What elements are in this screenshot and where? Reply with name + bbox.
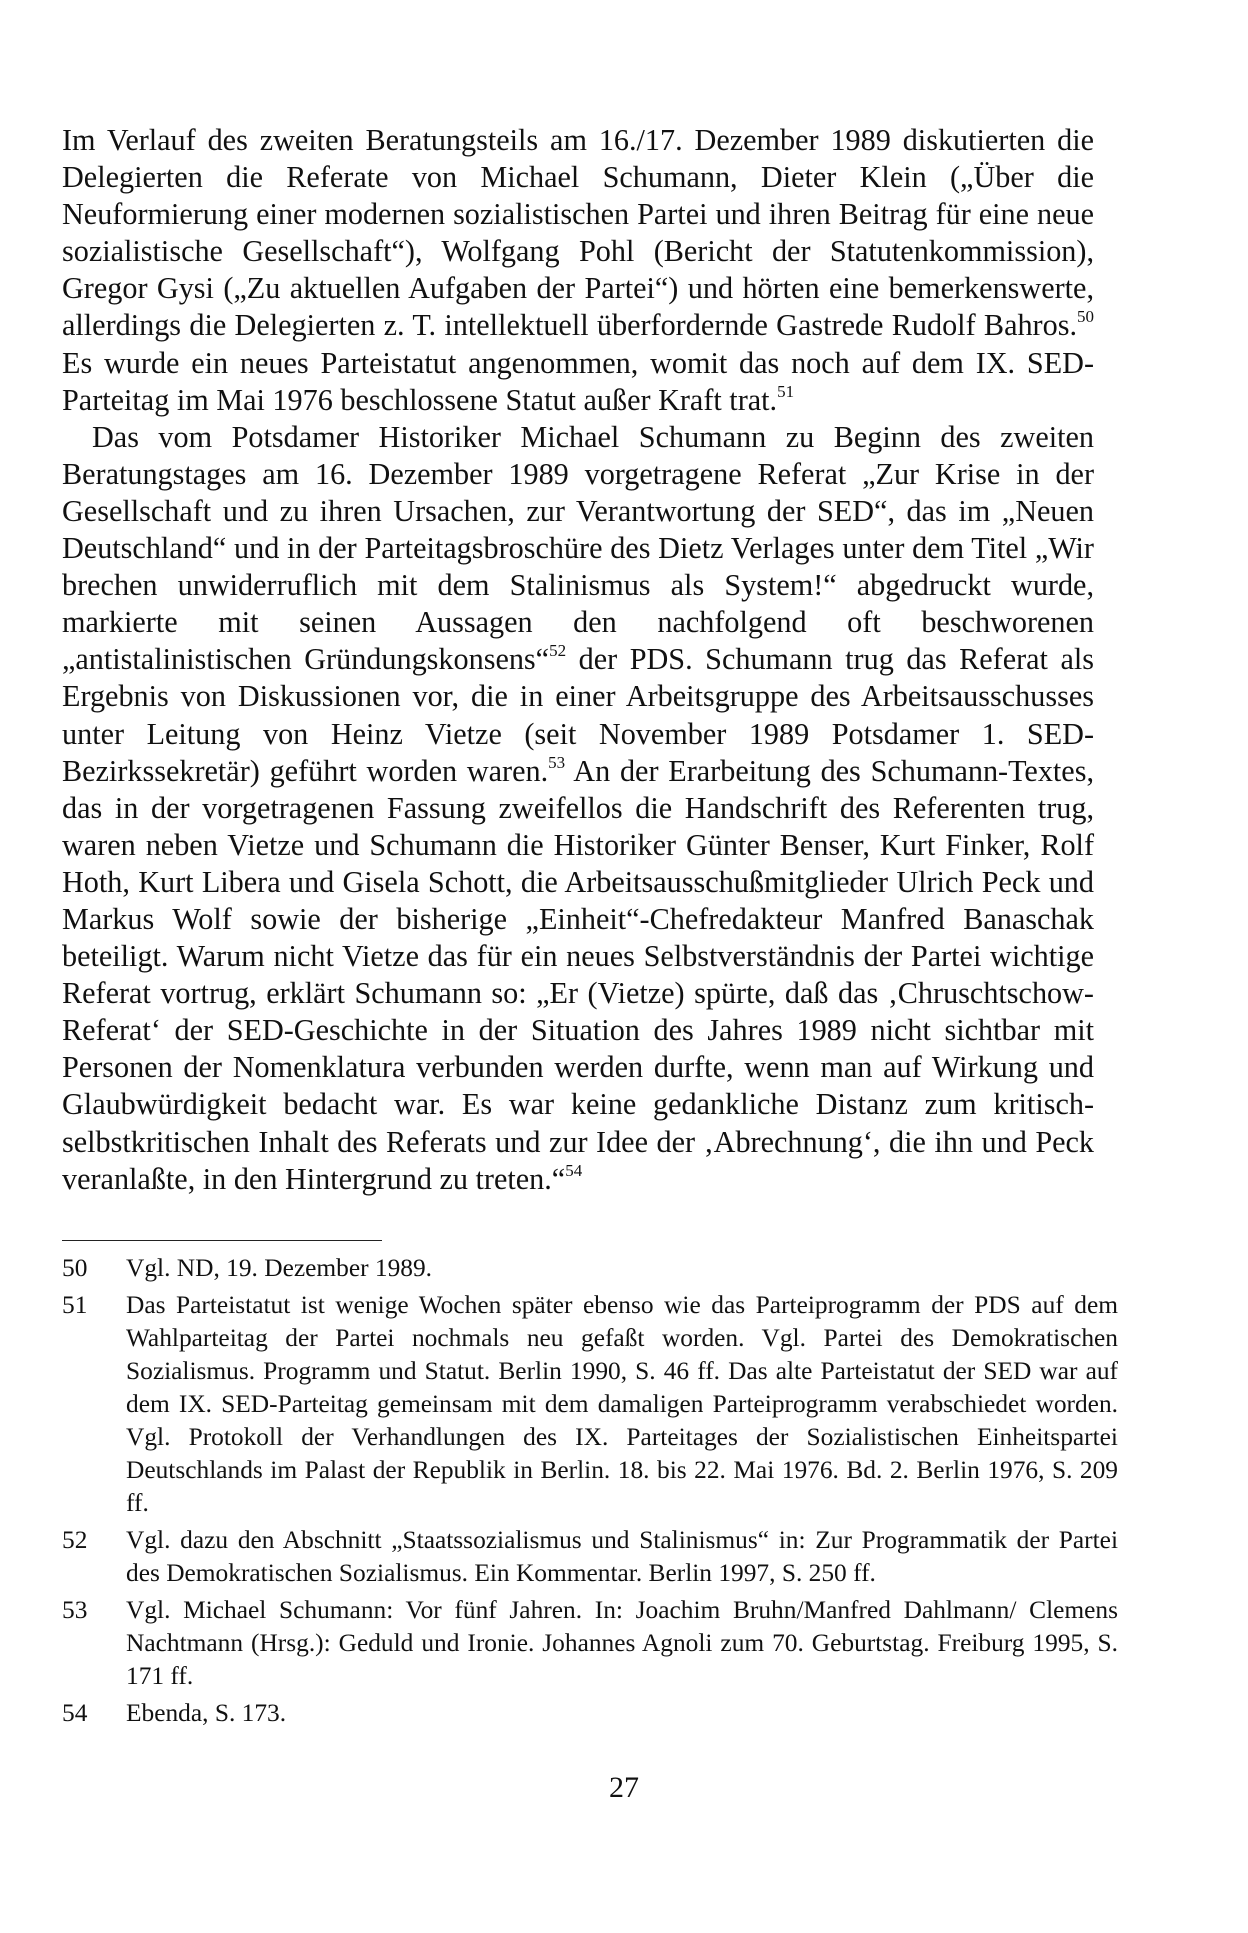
- footnotes-section: [62, 1252, 1118, 1734]
- paragraph-1-text: Im Verlauf des zweiten Beratungsteils am 16./17. Dezember 1989 diskutierten die Delegierten die Referate von Michael Schumann, Dieter Klein („Über die Neuformierung einer modernen sozialistischen Partei und ihren Beitrag für eine neue sozialistische Gesellschaft“), Wolfgang Pohl (Bericht der Statutenkommission), Gregor Gysi („Zu aktuellen Aufgaben der Partei“) und hörten eine bemerkenswerte, allerdings die Delegierten z. T. intellektuell überfordernde Gastrede Rudolf Bahros.: [62, 123, 1094, 343]
- footnote-ref-52[interactable]: 52: [549, 641, 567, 661]
- footnote-52: [62, 1524, 1118, 1590]
- footnote-number: 50: [62, 1254, 88, 1282]
- main-body-text: [62, 122, 1094, 1198]
- paragraph-1: [62, 122, 1094, 419]
- paragraph-2-text: Das vom Potsdamer Historiker Michael Schumann zu Beginn des zweiten Beratungstages am 16. Dezember 1989 vorgetragene Referat „Zur Krise in der Gesellschaft und zu ihren Ursachen, zur Verantwortung der SED“, das im „Neuen Deutschland“ und in der Parteitagsbroschüre des Dietz Verlages unter dem Titel „Wir brechen unwiderruflich mit dem Stalinismus als System!“ abgedruckt wurde, markierte mit seinen Aussagen den nachfolgend oft beschworenen „antistalinistischen Gründungskonsens“: [62, 419, 1094, 677]
- footnote-text: Ebenda, S. 173.: [126, 1699, 287, 1727]
- footnote-53: [62, 1594, 1118, 1693]
- footnote-ref-51[interactable]: 51: [777, 381, 795, 401]
- footnote-number: 54: [62, 1699, 88, 1727]
- footnote-number: 51: [62, 1291, 88, 1319]
- footnote-text: Vgl. ND, 19. Dezember 1989.: [126, 1254, 433, 1282]
- footnote-ref-53[interactable]: 53: [548, 752, 566, 772]
- footnote-text: Das Parteistatut ist wenige Wochen später ebenso wie das Parteiprogramm der PDS auf dem Wahlparteitag der Partei nochmals neu gefaßt worden. Vgl. Partei des Demokratischen Sozialismus. Programm und Statut. Berlin 1990, S. 46 ff. Das alte Parteistatut der SED war auf dem IX. SED-Parteitag gemeinsam mit dem damaligen Parteiprogramm verabschiedet worden. Vgl. Protokoll der Verhandlungen des IX. Parteitages der Sozialistischen Einheitspartei Deutschlands im Palast der Republik in Berlin. 18. bis 22. Mai 1976. Bd. 2. Berlin 1976, S. 209 ff.: [126, 1291, 1118, 1517]
- footnote-text: Vgl. Michael Schumann: Vor fünf Jahren. In: Joachim Bruhn/Manfred Dahlmann/ Clemens Nachtmann (Hrsg.): Geduld und Ironie. Johannes Agnoli zum 70. Geburtstag. Freiburg 1995, S. 171 ff.: [126, 1596, 1118, 1690]
- footnote-50: [62, 1252, 1118, 1285]
- paragraph-1-text: Es wurde ein neues Parteistatut angenommen, womit das noch auf dem IX. SED-Parteitag im Mai 1976 beschlossene Statut außer Kraft trat.: [62, 345, 1094, 417]
- paragraph-2: [62, 419, 1094, 1198]
- paragraph-2-text: der PDS. Schumann trug das Referat als Ergebnis von Diskussionen vor, die in einer Arbeitsgruppe des Arbeitsausschusses unter Leitung von Heinz Vietze (seit November 1989 Potsdamer 1. SED-Bezirkssekretär) geführt worden waren.: [62, 642, 1095, 788]
- footnote-51: [62, 1289, 1118, 1520]
- footnote-number: 53: [62, 1596, 88, 1624]
- page-number: 27: [609, 1771, 639, 1804]
- footnote-text: Vgl. dazu den Abschnitt „Staatssozialismus und Stalinismus“ in: Zur Programmatik der Partei des Demokratischen Sozialismus. Ein Kommentar. Berlin 1997, S. 250 ff.: [126, 1526, 1118, 1587]
- footnote-divider: [62, 1240, 382, 1241]
- paragraph-2-text: An der Erarbeitung des Schumann-Textes, das in der vorgetragenen Fassung zweifellos die Handschrift des Referenten trug, waren neben Vietze und Schumann die Historiker Günter Benser, Kurt Finker, Rolf Hoth, Kurt Libera und Gisela Schott, die Arbeitsausschußmitglieder Ulrich Peck und Markus Wolf sowie der bisherige „Einheit“-Chefredakteur Manfred Banaschak beteiligt. Warum nicht Vietze das für ein neues Selbstverständnis der Partei wichtige Referat vortrug, erklärt Schumann so: „Er (Vietze) spürte, daß das ‚Chruschtschow-Referat‘ der SED-Geschichte in der Situation des Jahres 1989 nicht sichtbar mit Personen der Nomenklatura verbunden werden durfte, wenn man auf Wirkung und Glaubwürdigkeit bedacht war. Es war keine gedankliche Distanz zum kritisch-selbstkritischen Inhalt des Referats und zur Idee der ‚Abrechnung‘, die ihn und Peck veranlaßte, in den Hintergrund zu treten.“: [62, 753, 1094, 1196]
- footnote-54: [62, 1697, 1118, 1730]
- footnote-number: 52: [62, 1526, 88, 1554]
- footnote-ref-54[interactable]: 54: [565, 1160, 583, 1180]
- footnote-ref-50[interactable]: 50: [1077, 307, 1094, 327]
